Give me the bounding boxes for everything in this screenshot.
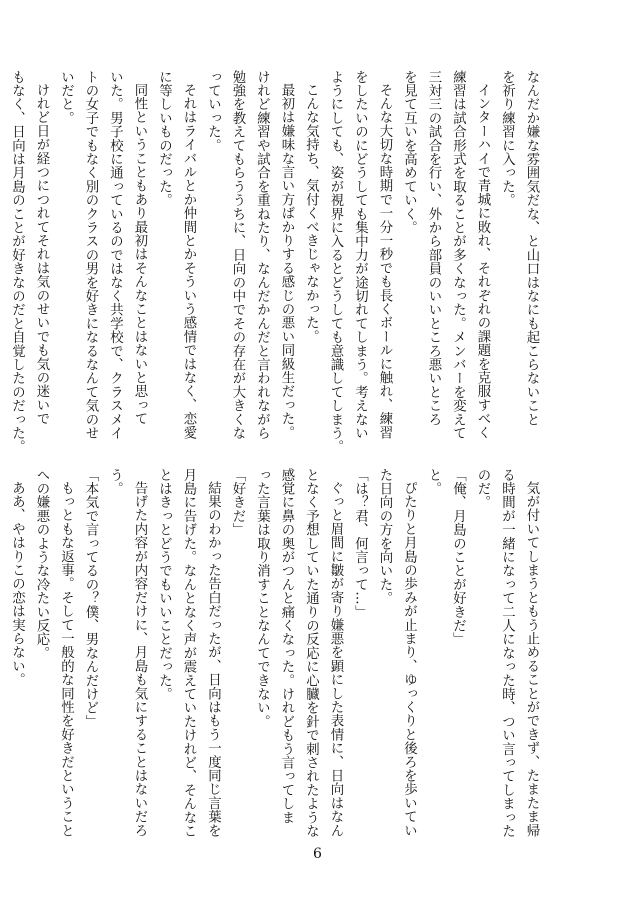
text-line: それはライバルとか仲間とかそういう感情ではなく、恋愛 <box>181 83 196 440</box>
text-line: 勉強を教えてもらううちに、日向の中でその存在が大きくな <box>230 70 245 440</box>
text-line: 最初は嫌味な言い方ばかりする感じの悪い同級生だった。 <box>279 83 294 440</box>
text-line: もなく、日向は月島のことが好きなのだと自覚したのだった。 <box>9 70 25 454</box>
text-line: いた。男子校に通っているのではなく共学校で、クラスメイ <box>107 70 123 440</box>
text-line: なんだか嫌な雰囲気だな、と山口はなにも起こらないこと <box>524 70 539 427</box>
lower-text-block <box>9 468 543 838</box>
text-line: う。 <box>107 468 123 496</box>
text-line: のだ。 <box>475 468 490 510</box>
text-line: と。 <box>426 468 441 496</box>
text-line: 練習は試合形式を取ることが多くなった。メンバーを変えて <box>450 70 466 440</box>
text-line: った言葉は取り消すことなんてできない。 <box>254 468 270 729</box>
text-line: に等しいものだった。 <box>156 70 172 207</box>
text-line: 感覚に鼻の奥がつんと痛くなった。けれどもう言ってしま <box>279 468 294 825</box>
text-line: となく予想していた通りの反応に心臓を針で刺されたような <box>303 468 319 838</box>
text-line: ぴたりと月島の歩みが止まり、ゆっくりと後ろを歩いてい <box>401 481 417 838</box>
text-line: への嫌悪のような冷たい反応。 <box>34 468 49 660</box>
text-line: っていった。 <box>205 70 221 153</box>
text-line: 三対三の試合を行い、外から部員のいいところ悪いところ <box>426 70 441 427</box>
text-line: ああ、やはりこの恋は実らない。 <box>9 481 25 687</box>
upper-text-block <box>9 70 543 454</box>
text-line: 結果のわかった告白だったが、日向はもう一度同じ言葉を <box>205 481 221 838</box>
text-line: 「は？君、何言って…」 <box>352 468 368 619</box>
text-line: をしたいのにどうしても集中力が途切れてしまう。考えない <box>352 70 368 440</box>
page-number: 6 <box>313 846 322 862</box>
text-line: こんな気持ち、気付くべきじゃなかった。 <box>303 83 319 344</box>
text-line: もっともな返事。そして一般的な同性を好きだということ <box>58 481 74 838</box>
text-line: いだと。 <box>58 70 74 125</box>
text-line: インターハイで青城に敗れ、それぞれの課題を克服すべく <box>475 83 490 440</box>
text-line: 「好きだ」 <box>230 468 245 537</box>
text-line: を祈り練習に入った。 <box>499 70 515 207</box>
text-line: とはきっとどうでもいいことだった。 <box>156 468 172 701</box>
text-line: た日向の方を向いた。 <box>377 468 392 605</box>
text-line: る時間が一緒になって二人になった時、つい言ってしまった <box>499 468 515 838</box>
text-line: けれど練習や試合を重ねたり、なんだかんだと言われながら <box>254 70 270 440</box>
text-line: 「俺、月島のことが好きだ」 <box>450 468 466 647</box>
text-line: ぐっと眉間に皺が寄り嫌悪を顕にした表情に、日向はなん <box>328 481 343 838</box>
text-line: トの女子でもなく別のクラスの男を好きになるなんて気のせ <box>83 70 98 440</box>
text-line: 「本気で言ってるの？僕、男なんだけど」 <box>83 468 98 729</box>
text-line: 同性ということもあり最初はそんなことはないと思って <box>132 83 147 426</box>
text-line: ようにしても、姿が視界に入るとどうしても意識してしまう。 <box>328 70 343 454</box>
text-line: けれど日が経つにつれてそれは気のせいでも気の迷いで <box>34 83 49 426</box>
text-line: 気が付いてしまうともう止めることができず、たまたま帰 <box>524 481 539 838</box>
text-line: 告げた内容が内容だけに、月島も気にすることはないだろ <box>132 481 147 838</box>
text-line: 月島に告げた。なんとなく声が震えていたけれど、そんなこ <box>181 468 196 838</box>
text-line: を見て互いを高めていく。 <box>401 70 417 235</box>
text-line: そんな大切な時期で一分一秒でも長くボールに触れ、練習 <box>377 83 392 440</box>
